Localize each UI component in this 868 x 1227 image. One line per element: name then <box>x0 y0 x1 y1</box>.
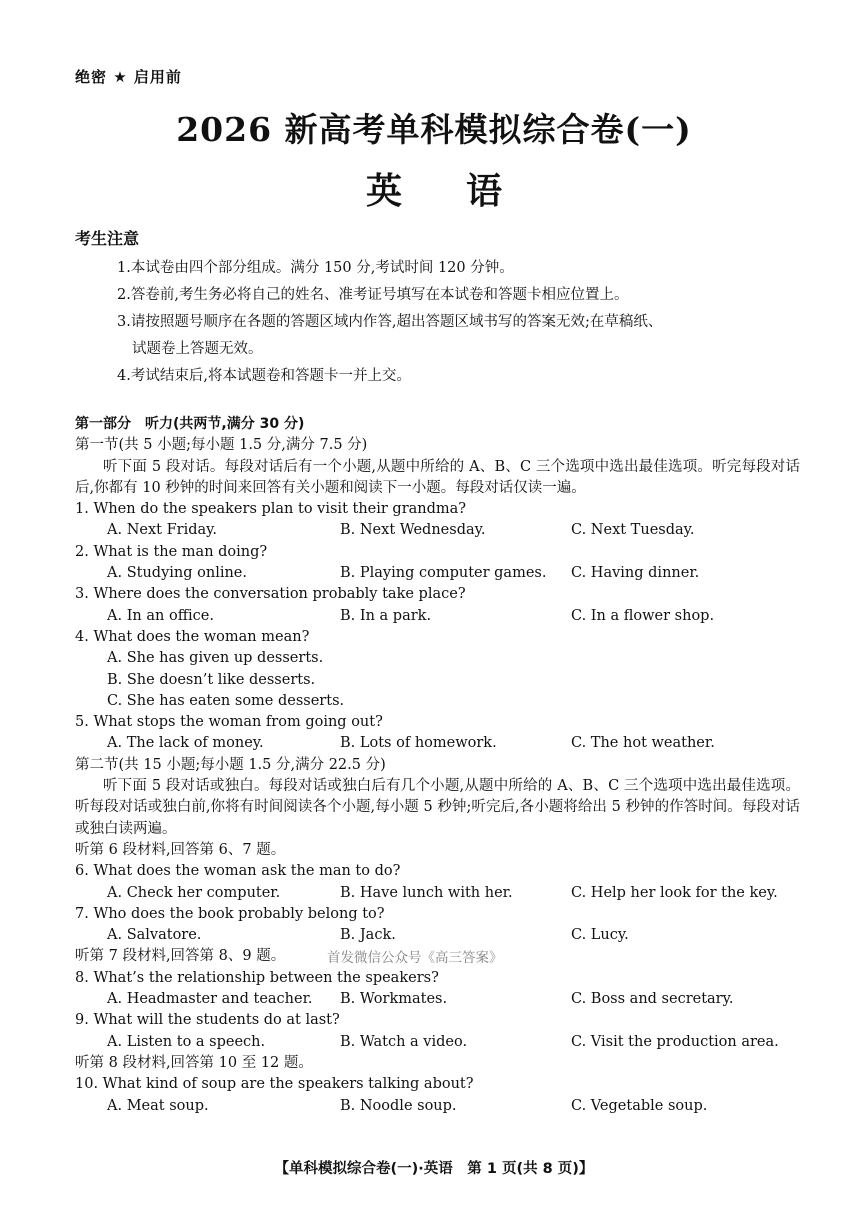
option-9b: B. Watch a video. <box>340 1033 468 1050</box>
options-9 <box>75 1032 800 1053</box>
options-7 <box>75 925 800 946</box>
option-3c: C. In a flower shop. <box>571 607 715 624</box>
options-8 <box>75 989 800 1010</box>
option-5a: A. The lack of money. <box>107 735 264 752</box>
option-2b: B. Playing computer games. <box>340 565 547 582</box>
question-6: 6. What does the woman ask the man to do? <box>75 863 401 880</box>
option-6b: B. Have lunch with her. <box>340 884 513 901</box>
section2-heading: 第二节(共 15 小题;每小题 1.5 分,满分 22.5 分) <box>75 756 386 773</box>
notice-item-3: 3.请按照题号顺序在各题的答题区域内作答,超出答题区域书写的答案无效;在草稿纸、 <box>117 314 663 330</box>
question-1: 1. When do the speakers plan to visit their grandma? <box>75 501 467 518</box>
option-4a: A. She has given up desserts. <box>107 650 324 667</box>
option-8c: C. Boss and secretary. <box>571 991 734 1008</box>
options-10 <box>75 1096 800 1117</box>
options-6 <box>75 883 800 904</box>
question-3: 3. Where does the conversation probably take place? <box>75 586 466 603</box>
material-7-label: 听第 7 段材料,回答第 8、9 题。 <box>75 948 286 965</box>
confidential-label: 绝密 ★ 启用前 <box>75 68 182 86</box>
question-2: 2. What is the man doing? <box>75 543 268 560</box>
option-4c: C. She has eaten some desserts. <box>107 692 345 709</box>
options-5 <box>75 733 800 754</box>
section1-instructions: 听下面 5 段对话。每段对话后有一个小题,从题中所给的 A、B、C 三个选项中选出最佳选项。听完每段对话后,你都有 10 秒钟的时间来回答有关小题和阅读下一小题。每段对话仅读一遍。 <box>75 458 800 496</box>
options-2 <box>75 563 800 584</box>
option-1b: B. Next Wednesday. <box>340 522 486 539</box>
option-2a: A. Studying online. <box>107 565 248 582</box>
option-3a: A. In an office. <box>107 607 214 624</box>
option-6a: A. Check her computer. <box>107 884 281 901</box>
option-10c: C. Vegetable soup. <box>571 1097 708 1114</box>
question-8: 8. What’s the relationship between the speakers? <box>75 969 439 986</box>
option-8a: A. Headmaster and teacher. <box>107 991 313 1008</box>
option-1a: A. Next Friday. <box>107 522 218 539</box>
option-7b: B. Jack. <box>340 927 396 944</box>
option-9a: A. Listen to a speech. <box>107 1033 266 1050</box>
option-3b: B. In a park. <box>340 607 432 624</box>
notice-item-4: 4.考试结束后,将本试题卷和答题卡一并上交。 <box>117 368 411 384</box>
option-9c: C. Visit the production area. <box>571 1033 779 1050</box>
question-10: 10. What kind of soup are the speakers talking about? <box>75 1076 474 1093</box>
page-footer: 【单科模拟综合卷(一)·英语 第 1 页(共 8 页)】 <box>274 1161 594 1177</box>
option-4b: B. She doesn’t like desserts. <box>107 671 316 688</box>
option-8b: B. Workmates. <box>340 991 448 1008</box>
option-5b: B. Lots of homework. <box>340 735 497 752</box>
options-1 <box>75 520 800 541</box>
option-7c: C. Lucy. <box>571 927 629 944</box>
watermark: 首发微信公众号《高三答案》 <box>327 950 503 966</box>
part1-heading: 第一部分 听力(共两节,满分 30 分) <box>75 416 305 432</box>
option-2c: C. Having dinner. <box>571 565 700 582</box>
exam-title: 2026 新高考单科模拟综合卷(一) <box>176 110 692 149</box>
notice-item-3-cont: 试题卷上答题无效。 <box>132 341 263 357</box>
question-9: 9. What will the students do at last? <box>75 1012 340 1029</box>
question-4: 4. What does the woman mean? <box>75 628 310 645</box>
subject-title: 英语 <box>365 170 566 212</box>
question-7: 7. Who does the book probably belong to? <box>75 905 385 922</box>
section2-instructions: 听下面 5 段对话或独白。每段对话或独白后有几个小题,从题中所给的 A、B、C 三个选项中选出最佳选项。听每段对话或独白前,你将有时间阅读各个小题,每小题 5 秒钟;听完后,各小题将给出 5 秒钟的作答时间。每段对话或独白读两遍。 <box>75 778 800 837</box>
notice-item-1: 1.本试卷由四个部分组成。满分 150 分,考试时间 120 分钟。 <box>117 260 514 276</box>
notice-item-2: 2.答卷前,考生务必将自己的姓名、准考证号填写在本试卷和答题卡相应位置上。 <box>117 287 629 303</box>
options-3 <box>75 606 800 627</box>
option-6c: C. Help her look for the key. <box>571 884 778 901</box>
option-10a: A. Meat soup. <box>107 1097 209 1114</box>
notice-heading: 考生注意 <box>75 229 140 248</box>
material-8-label: 听第 8 段材料,回答第 10 至 12 题。 <box>75 1054 313 1071</box>
option-7a: A. Salvatore. <box>107 927 202 944</box>
option-5c: C. The hot weather. <box>571 735 715 752</box>
material-6-label: 听第 6 段材料,回答第 6、7 题。 <box>75 841 286 858</box>
option-10b: B. Noodle soup. <box>340 1097 457 1114</box>
option-1c: C. Next Tuesday. <box>571 522 695 539</box>
section1-heading: 第一节(共 5 小题;每小题 1.5 分,满分 7.5 分) <box>75 437 368 454</box>
question-5: 5. What stops the woman from going out? <box>75 714 383 731</box>
listening-part <box>75 414 800 1117</box>
